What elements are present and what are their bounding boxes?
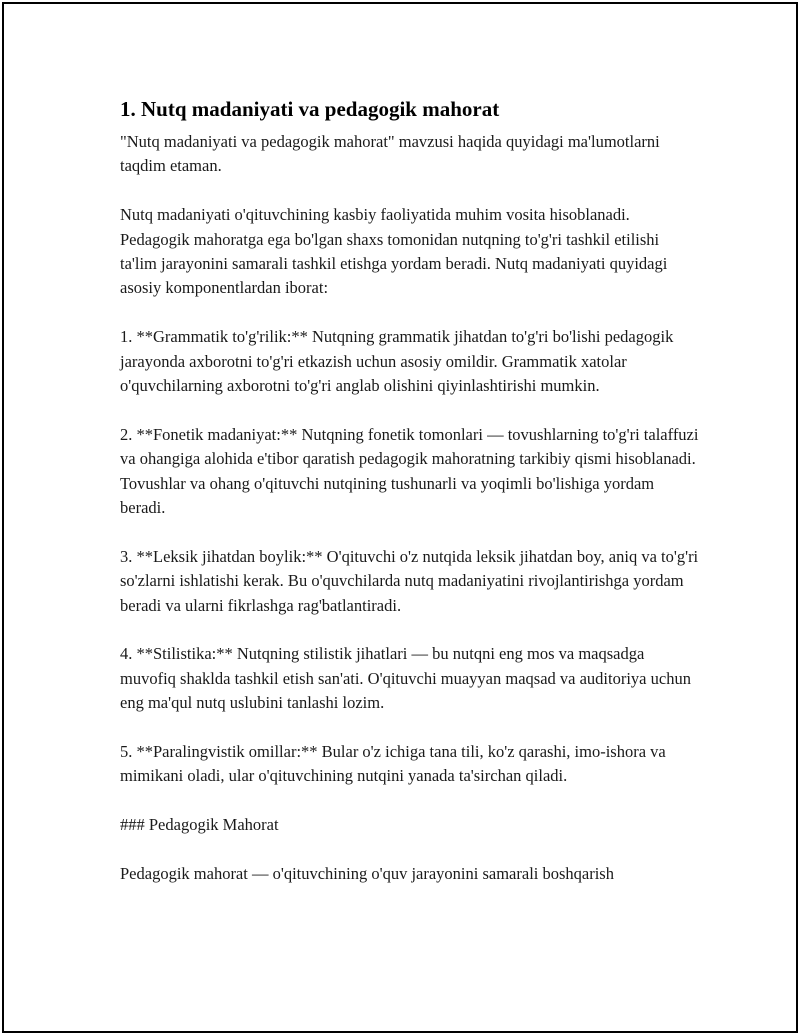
paragraph-grammar: 1. **Grammatik to'g'rilik:** Nutqning grammatik jihatdan to'g'ri bo'lishi pedagogik jarayonda axborotni to'g'ri etkazish uchun asosiy omildir. Grammatik xatolar o'quvchilarning axborotni to'g'ri anglab olishini qiyinlashtirishi mumkin. [120,327,674,396]
paragraph-stylistics: 4. **Stilistika:** Nutqning stilistik jihatlari — bu nutqni eng mos va maqsadga muvofiq shaklda tashkil etish san'ati. O'qituvchi muayyan maqsad va auditoriya uchun eng ma'qul nutq uslubini tanlashi lozim. [120,644,691,713]
paragraph-intro: "Nutq madaniyati va pedagogik mahorat" mavzusi haqida quyidagi ma'lumotlarni taqdim etaman. [120,132,660,176]
paragraph-lexical: 3. **Leksik jihatdan boylik:** O'qituvchi o'z nutqida leksik jihatdan boy, aniq va to'g'ri so'zlarni ishlatishi kerak. Bu o'quvchilarda nutq madaniyatini rivojlantirishga yordam beradi va ularni fikrlashga rag'batlantiradi. [120,546,699,615]
section-heading-pedagogik-mahorat: ### Pedagogik Mahorat [120,815,279,835]
paragraph-pedagogik-mahorat: Pedagogik mahorat — o'qituvchining o'quv jarayonini samarali boshqarish [120,864,614,884]
paragraph-overview: Nutq madaniyati o'qituvchining kasbiy faoliyatida muhim vosita hisoblanadi. Pedagogik mahoratga ega bo'lgan shaxs tomonidan nutqning to'g'ri tashkil etilishi ta'lim jarayonini samarali tashkil etishga yordam beradi. Nutq madaniyati quyidagi asosiy komponentlardan iborat: [120,205,668,298]
document-title: 1. Nutq madaniyati va pedagogik mahorat [120,97,500,121]
document-body [120,94,700,911]
paragraph-paralinguistic: 5. **Paralingvistik omillar:** Bular o'z ichiga tana tili, ko'z qarashi, imo-ishora va mimikani oladi, ular o'qituvchining nutqini yanada ta'sirchan qiladi. [120,742,666,786]
document-page [2,2,798,1033]
paragraph-phonetic: 2. **Fonetik madaniyat:** Nutqning fonetik tomonlari — tovushlarning to'g'ri talaffuzi va ohangiga alohida e'tibor qaratish pedagogik mahoratning tarkibiy qismi hisoblanadi. Tovushlar va ohang o'qituvchi nutqining tushunarli va yoqimli bo'lishiga yordam beradi. [120,424,699,518]
